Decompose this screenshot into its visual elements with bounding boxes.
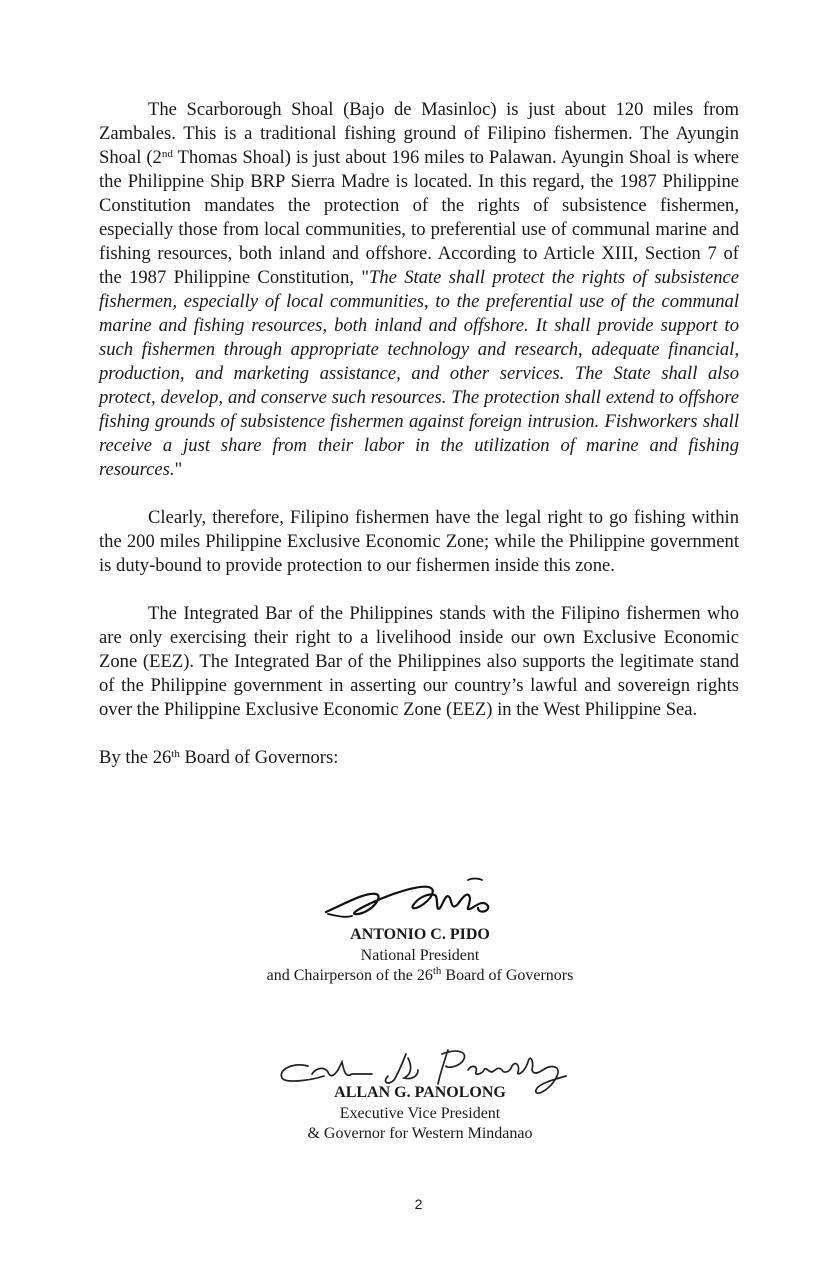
role-text: Board of Governors bbox=[441, 967, 574, 984]
signatory-name: ALLAN G. PANOLONG bbox=[334, 1084, 506, 1101]
paragraph-text: Thomas Shoal) is just about 196 miles to Palawan. Ayungin Shoal is where the Philippine Ship BRP Sierra Madre is located. In this regard, the 1987 Philippine Constitution mandates the protection of the rights of subsistence fishermen, especially those from local communities, to preferential use of communal marine and fishing resources, both inland and offshore. According to Article XIII, Section 7 of the 1987 Philippine Constitution, " bbox=[99, 147, 739, 288]
signatory-role: & Governor for Western Mindanao bbox=[307, 1125, 533, 1142]
signatory-title: Executive Vice President bbox=[339, 1104, 501, 1122]
signatory-block-evp bbox=[270, 1083, 570, 1145]
paragraph-text: The Scarborough Shoal (Bajo de Masinloc) is just about 120 miles from Zambales. This is a traditional fishing ground of Filipino fishermen. The Ayungin Shoal (2 bbox=[99, 99, 739, 168]
ordinal-suffix: th bbox=[432, 965, 442, 977]
signatory-block-president bbox=[240, 925, 600, 987]
ordinal-suffix: nd bbox=[161, 148, 173, 160]
signatory-name: ANTONIO C. PIDO bbox=[350, 926, 490, 943]
document-body bbox=[99, 98, 739, 770]
constitution-quote: The State shall protect the rights of subsistence fishermen, especially of local communities, to the preferential use of the communal marine and fishing resources, both inland and offshore. It shall provide support to such fishermen through appropriate technology and research, adequate financial, production, and marketing assistance, and other services. The State shall also protect, develop, and conserve such resources. The protection shall extend to offshore fishing grounds of subsistence fishermen against foreign intrusion. Fishworkers shall receive a just share from their labor in the utilization of marine and fishing resources. bbox=[99, 267, 740, 480]
signatory-title: National President bbox=[360, 946, 480, 964]
signoff-text: Board of Governors: bbox=[179, 747, 339, 768]
page-number: 2 bbox=[414, 1196, 423, 1212]
signoff-text: By the 26 bbox=[99, 747, 172, 768]
signoff-line bbox=[99, 746, 739, 770]
closing-quote-mark: " bbox=[174, 459, 183, 480]
paragraph-legal-right: Clearly, therefore, Filipino fishermen have the legal right to go fishing within the 200 miles Philippine Exclusive Economic Zone; while the Philippine government is duty-bound to provide protection to our fishermen inside this zone. bbox=[99, 507, 739, 576]
paragraph-scarborough bbox=[99, 98, 739, 482]
signatory-role bbox=[240, 966, 600, 987]
role-text: and Chairperson of the 26 bbox=[266, 967, 433, 984]
paragraph-ibp-stand: The Integrated Bar of the Philippines stands with the Filipino fishermen who are only exercising their right to a livelihood inside our own Exclusive Economic Zone (EEZ). The Integrated Bar of the Philippines also supports the legitimate stand of the Philippine government in asserting our country’s lawful and sovereign rights over the Philippine Exclusive Economic Zone (EEZ) in the West Philippine Sea. bbox=[99, 603, 739, 720]
ordinal-suffix: th bbox=[171, 748, 180, 760]
